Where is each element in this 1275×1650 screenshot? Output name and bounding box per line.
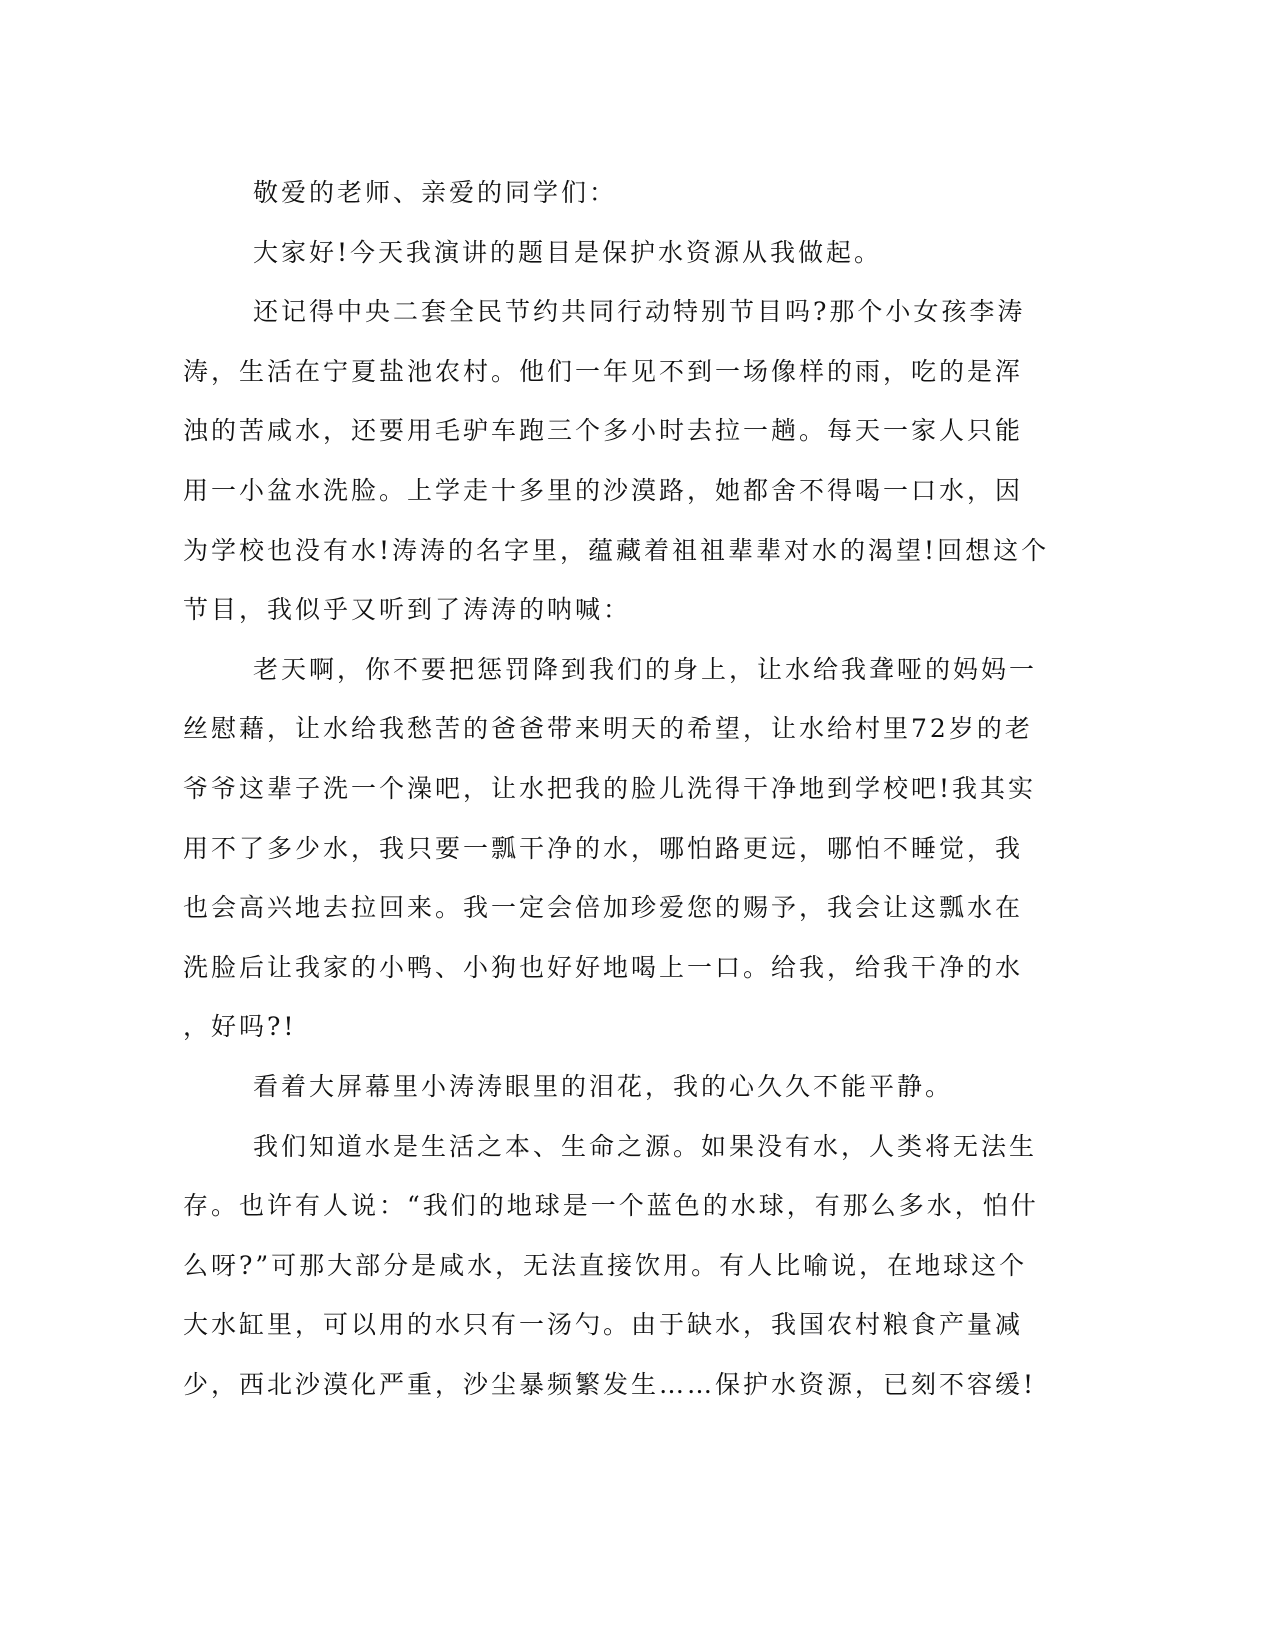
text-line: 么呀?”可那大部分是咸水，无法直接饮用。有人比喻说，在地球这个 xyxy=(183,1250,1028,1280)
text-line: 为学校也没有水!涛涛的名字里，蕴藏着祖祖辈辈对水的渴望!回想这个 xyxy=(183,535,1050,565)
text-line: 看着大屏幕里小涛涛眼里的泪花，我的心久久不能平静。 xyxy=(253,1071,954,1101)
water-importance-paragraph xyxy=(183,1117,1043,1415)
text-line: 浊的苦咸水，还要用毛驴车跑三个多小时去拉一趟。每天一家人只能 xyxy=(183,416,1024,446)
text-line: 大家好!今天我演讲的题目是保护水资源从我做起。 xyxy=(253,237,883,267)
text-line: 敬爱的老师、亲爱的同学们： xyxy=(253,178,618,207)
text-line: 节目，我似乎又听到了涛涛的呐喊： xyxy=(183,595,632,625)
text-line: 少，西北沙漠化严重，沙尘暴频繁发生……保护水资源，已刻不容缓! xyxy=(183,1369,1037,1399)
text-line: 我们知道水是生活之本、生命之源。如果没有水，人类将无法生 xyxy=(253,1131,1038,1161)
text-line: 洗脸后让我家的小鸭、小狗也好好地喝上一口。给我，给我干净的水 xyxy=(183,952,1024,982)
plea-paragraph xyxy=(183,640,1043,1057)
greeting-paragraph xyxy=(183,223,1043,283)
text-line: 大水缸里，可以用的水只有一汤勺。由于缺水，我国农村粮食产量减 xyxy=(183,1310,1024,1340)
text-line: 用不了多少水，我只要一瓢干净的水，哪怕路更远，哪怕不睡觉，我 xyxy=(183,833,1024,863)
text-line: 也会高兴地去拉回来。我一定会倍加珍爱您的赐予，我会让这瓢水在 xyxy=(183,893,1024,923)
text-line: 还记得中央二套全民节约共同行动特别节目吗?那个小女孩李涛 xyxy=(253,297,1026,327)
text-line: 丝慰藉，让水给我愁苦的爸爸带来明天的希望，让水给村里72岁的老 xyxy=(183,714,1033,744)
text-line: 存。也许有人说：“我们的地球是一个蓝色的水球，有那么多水，怕什 xyxy=(183,1191,1039,1221)
text-line: 爷爷这辈子洗一个澡吧，让水把我的脸儿洗得干净地到学校吧!我其实 xyxy=(183,773,1037,803)
text-line: 涛，生活在宁夏盐池农村。他们一年见不到一场像样的雨，吃的是浑 xyxy=(183,356,1024,386)
text-line: 老天啊，你不要把惩罚降到我们的身上，让水给我聋哑的妈妈一 xyxy=(253,654,1038,684)
story-paragraph xyxy=(183,282,1050,640)
text-line: 用一小盆水洗脸。上学走十多里的沙漠路，她都舍不得喝一口水，因 xyxy=(183,475,1024,505)
reflection-paragraph xyxy=(183,1057,1043,1117)
salutation-paragraph xyxy=(183,163,1043,223)
text-line: ，好吗?! xyxy=(183,1012,297,1042)
document-body xyxy=(183,163,1050,1414)
